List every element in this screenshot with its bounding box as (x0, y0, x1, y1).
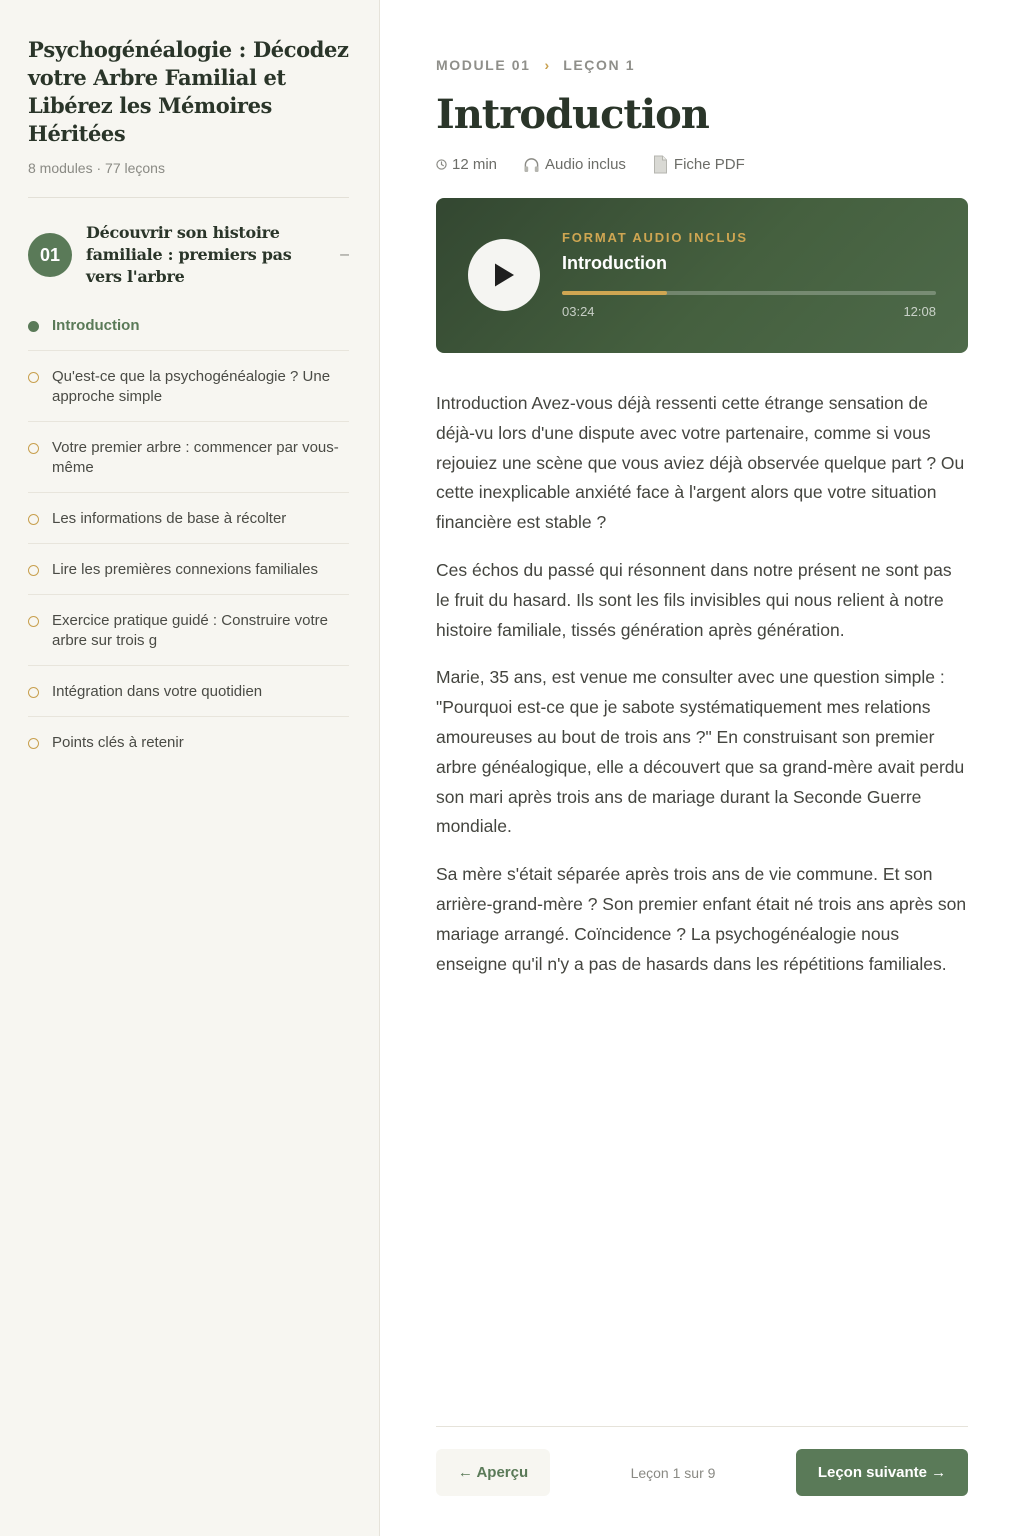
lesson-status-icon (28, 321, 39, 332)
pdf-meta[interactable] (652, 155, 745, 174)
audio-text: Audio inclus (545, 156, 626, 173)
player-label: FORMAT AUDIO INCLUS (562, 230, 748, 245)
course-title: Psychogénéalogie : Décodez votre Arbre Familial et Libérez les Mémoires Héritées (28, 37, 349, 146)
breadcrumb-separator: › (544, 57, 550, 73)
course-meta: 8 modules · 77 leçons (28, 160, 165, 176)
lesson-footer (436, 1426, 968, 1496)
lesson-item-family-connections[interactable] (28, 552, 349, 595)
course-sidebar (0, 0, 380, 1536)
lesson-item-daily-integration[interactable] (28, 674, 349, 717)
headphones-icon (523, 157, 540, 173)
lesson-status-icon (28, 372, 39, 383)
lesson-status-icon (28, 565, 39, 576)
lesson-status-icon (28, 616, 39, 627)
lesson-label: Introduction (52, 317, 140, 334)
player-title: Introduction (562, 253, 667, 273)
total-time: 12:08 (903, 304, 936, 319)
lesson-meta (436, 155, 968, 174)
module-number-badge: 01 (28, 233, 72, 277)
sidebar-divider (28, 197, 349, 198)
lesson-status-icon (28, 738, 39, 749)
time-row (562, 304, 936, 319)
lesson-label: Qu'est-ce que la psychogénéalogie ? Une approche simple (52, 368, 331, 405)
lesson-status-icon (28, 443, 39, 454)
module-header[interactable] (28, 222, 349, 288)
lesson-main (436, 0, 968, 1536)
breadcrumb-module[interactable]: MODULE 01 (436, 57, 531, 73)
audio-player (436, 198, 968, 353)
content-paragraph: Marie, 35 ans, est venue me consulter avec une question simple : "Pourquoi est-ce que je sabote systématiquement mes relations amoureuses au bout de trois ans ?" En construisant son premier arbre généalogique, elle a découvert que sa grand-mère avait perdu son mari après trois ans de mariage durant la Seconde Guerre mondiale. (436, 667, 965, 837)
content-paragraph: Sa mère s'était séparée après trois ans de vie commune. Et son arrière-grand-mère ? Son premier enfant était né trois ans après son mariage arrangé. Coïncidence ? La psychogénéalogie nous enseigne qu'il n'y a pas de hasards dans les répétitions familiales. (436, 864, 967, 974)
lesson-status-icon (28, 687, 39, 698)
page-title: Introduction (436, 91, 709, 138)
duration-meta (436, 156, 497, 173)
audio-progress-bar[interactable] (562, 291, 936, 295)
previous-button[interactable]: ← Aperçu (436, 1449, 550, 1496)
lesson-label: Exercice pratique guidé : Construire votre arbre sur trois g (52, 612, 328, 649)
content-paragraph: Ces échos du passé qui résonnent dans notre présent ne sont pas le fruit du hasard. Ils sont les fils invisibles qui nous relient à notre histoire familiale, tissés génération après génération. (436, 559, 952, 640)
content-paragraph: Introduction Avez-vous déjà ressenti cette étrange sensation de déjà-vu lors d'une dispute avec votre partenaire, comme si vous rejouiez une scène que vous aviez déjà observée quelque part ? Ou cette inexplicable anxiété face à l'argent alors que votre situation financière est stable ? (436, 393, 965, 533)
lesson-status-icon (28, 514, 39, 525)
lesson-label: Intégration dans votre quotidien (52, 683, 263, 700)
audio-meta (523, 156, 626, 173)
lesson-list (28, 308, 349, 767)
lesson-content (436, 389, 968, 979)
lesson-label: Points clés à retenir (52, 734, 184, 751)
player-info (562, 230, 936, 319)
duration-text: 12 min (452, 156, 498, 173)
lesson-counter: Leçon 1 sur 9 (630, 1464, 716, 1481)
lesson-item-what-is-psychogenealogy[interactable] (28, 359, 349, 422)
breadcrumb (436, 57, 968, 73)
pdf-text: Fiche PDF (673, 156, 745, 173)
lesson-item-key-points[interactable] (28, 725, 349, 767)
lesson-item-introduction[interactable] (28, 308, 349, 351)
next-lesson-button[interactable]: Leçon suivante → (796, 1449, 968, 1496)
lesson-label: Lire les premières connexions familiales (52, 561, 318, 578)
lesson-label: Votre premier arbre : commencer par vous-même (52, 439, 339, 476)
play-icon (492, 262, 516, 288)
lesson-item-basic-info[interactable] (28, 501, 349, 544)
collapse-icon[interactable]: – (340, 246, 349, 263)
breadcrumb-lesson: LEÇON 1 (563, 57, 636, 73)
clock-icon (436, 159, 447, 170)
lesson-item-guided-exercise[interactable] (28, 603, 349, 666)
current-time: 03:24 (562, 304, 595, 319)
lesson-label: Les informations de base à récolter (52, 510, 287, 527)
document-icon (652, 155, 669, 174)
lesson-item-first-tree[interactable] (28, 430, 349, 493)
module-title: Découvrir son histoire familiale : premiers pas vers l'arbre (86, 223, 292, 286)
play-button[interactable] (468, 239, 540, 311)
audio-progress-fill (562, 291, 667, 295)
